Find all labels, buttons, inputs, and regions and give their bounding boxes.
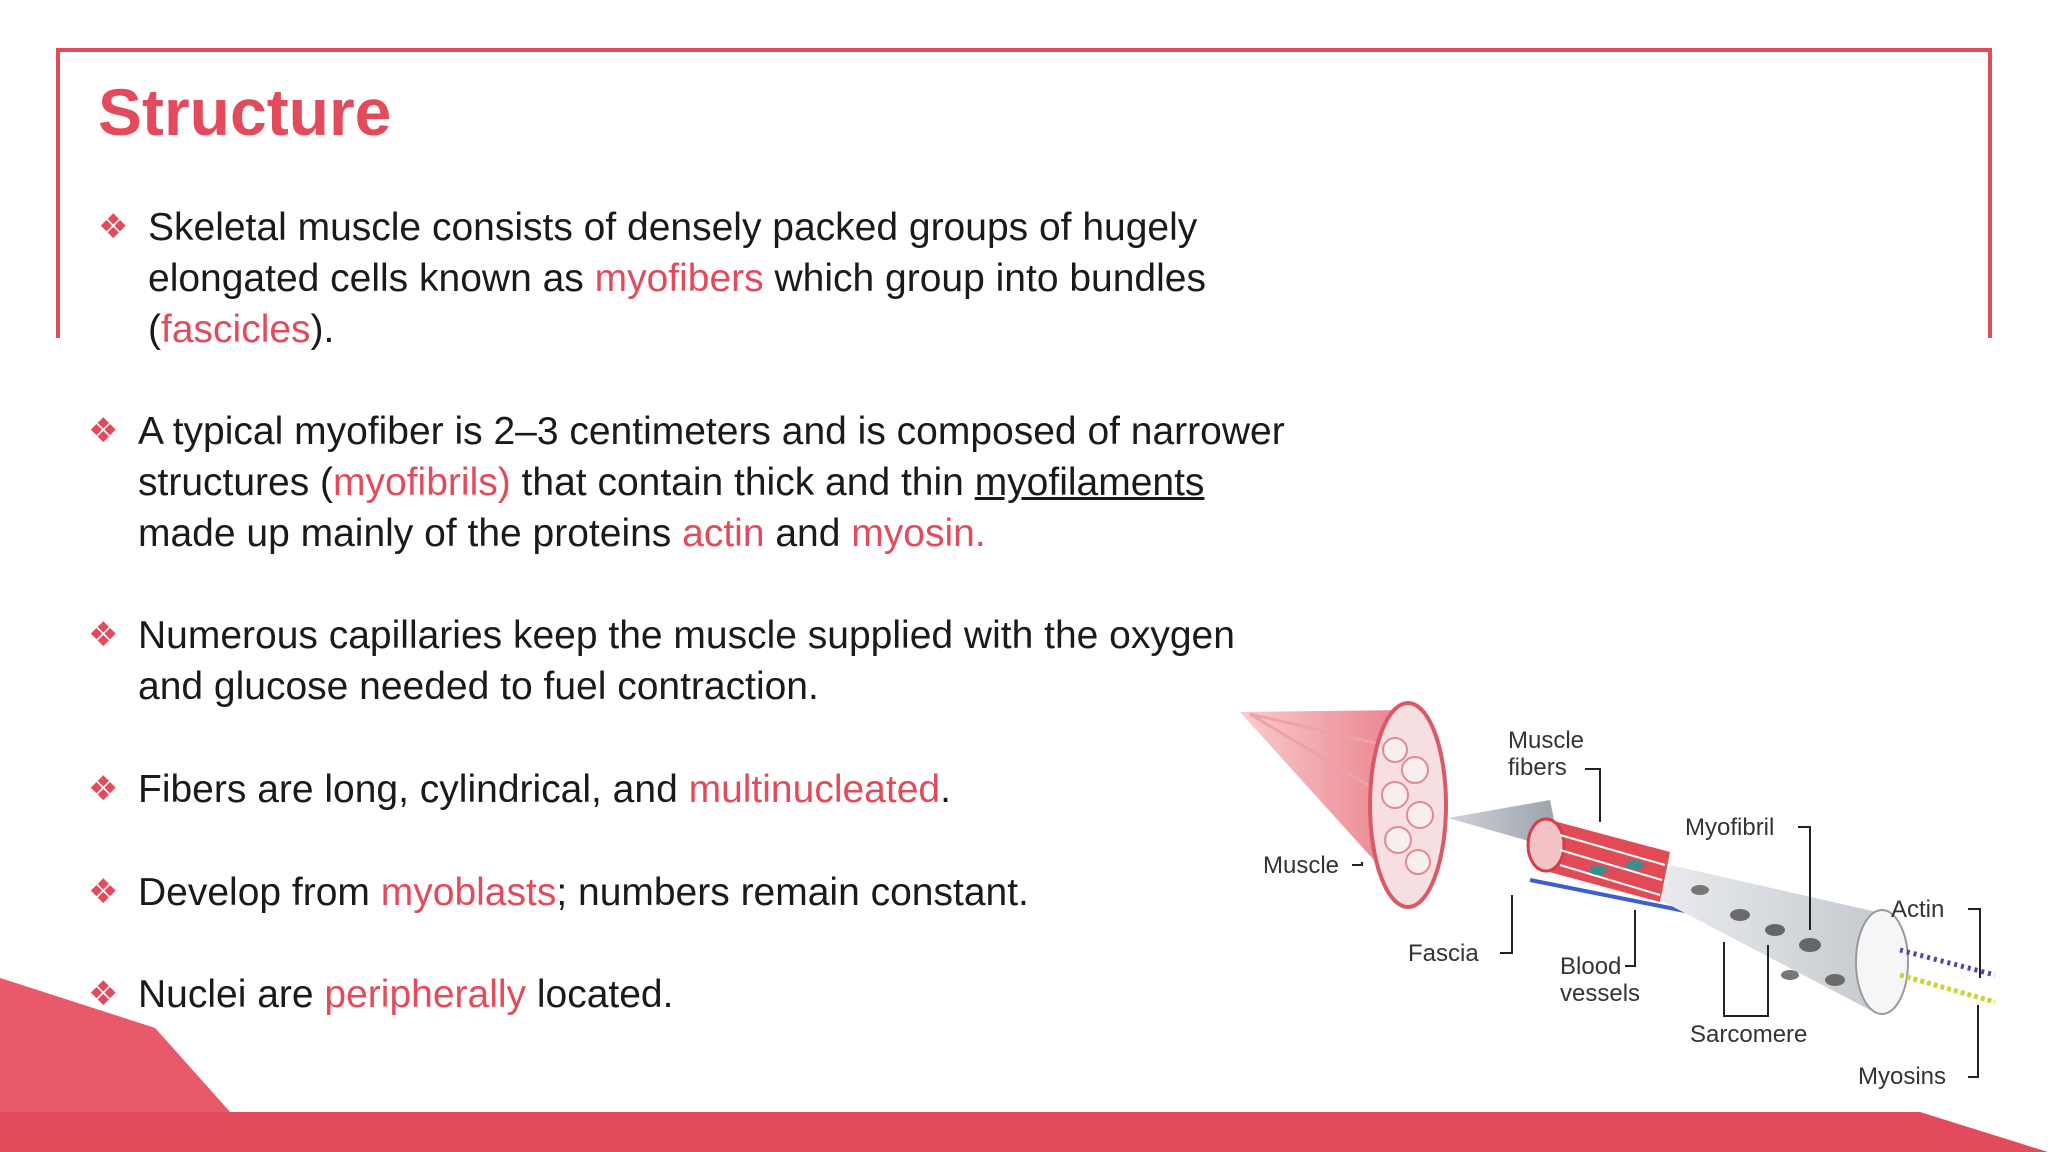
- bullet-text: Skeletal muscle consists of densely packed groups of hugely elongated cells known as myofibers which group into bundles (fascicles).: [148, 206, 1206, 351]
- bullet-text: A typical myofiber is 2–3 centimeters and is composed of narrower structures (myofibrils) that contain thick and thin myofilaments made up mainly of the proteins actin and myosin.: [138, 410, 1285, 555]
- muscle-structure-diagram: [1230, 690, 2010, 1110]
- bullet-item: [88, 406, 1418, 559]
- label-blood-vessels-line1: Blood: [1560, 953, 1622, 980]
- label-muscle-fibers-line2: fibers: [1508, 754, 1567, 781]
- bullet-item: [88, 867, 1418, 918]
- frame-left-border: [56, 48, 60, 338]
- bullet-item: [88, 764, 1418, 815]
- label-myofibril: Myofibril: [1685, 814, 1775, 841]
- frame-top-border: [56, 48, 1992, 52]
- bullet-item: [98, 202, 1428, 355]
- term-myoblasts: myoblasts: [380, 871, 557, 914]
- bullet-text: Nuclei are peripherally located.: [138, 973, 674, 1016]
- myofibril-illustration: [1660, 865, 1908, 1014]
- bullet-diamond-icon: ❖: [88, 975, 119, 1013]
- slide-title: Structure: [98, 75, 392, 149]
- bullet-text: Fibers are long, cylindrical, and multinucleated.: [138, 768, 951, 811]
- bullet-diamond-icon: ❖: [88, 412, 119, 450]
- bullet-diamond-icon: ❖: [98, 208, 129, 246]
- myosin-filament: [1900, 975, 1995, 1002]
- term-myofilaments: myofilaments: [974, 461, 1205, 504]
- bullet-diamond-icon: ❖: [88, 873, 119, 911]
- term-myosin: myosin.: [851, 512, 986, 555]
- label-blood-vessels-line2: vessels: [1560, 980, 1641, 1007]
- bullet-item: [88, 610, 1418, 712]
- frame-right-border: [1988, 48, 1992, 338]
- bullet-text: Numerous capillaries keep the muscle supplied with the oxygen and glucose needed to fuel contraction.: [138, 614, 1235, 708]
- label-muscle-fibers-line1: Muscle: [1508, 727, 1585, 754]
- term-fascicles: fascicles: [161, 308, 311, 351]
- bullet-text: Develop from myoblasts; numbers remain constant.: [138, 871, 1029, 914]
- term-myofibrils: myofibrils): [333, 461, 511, 504]
- label-sarcomere: Sarcomere: [1690, 1021, 1808, 1048]
- bullet-diamond-icon: ❖: [88, 770, 119, 808]
- term-multinucleated: multinucleated: [688, 768, 941, 811]
- term-peripherally: peripherally: [324, 973, 527, 1016]
- label-muscle: Muscle: [1263, 852, 1340, 879]
- term-actin: actin: [682, 512, 765, 555]
- label-actin: Actin: [1891, 896, 1945, 923]
- label-fascia: Fascia: [1408, 940, 1479, 967]
- bullet-diamond-icon: ❖: [88, 616, 119, 654]
- label-myosins: Myosins: [1858, 1063, 1947, 1090]
- term-myofibers: myofibers: [594, 257, 764, 300]
